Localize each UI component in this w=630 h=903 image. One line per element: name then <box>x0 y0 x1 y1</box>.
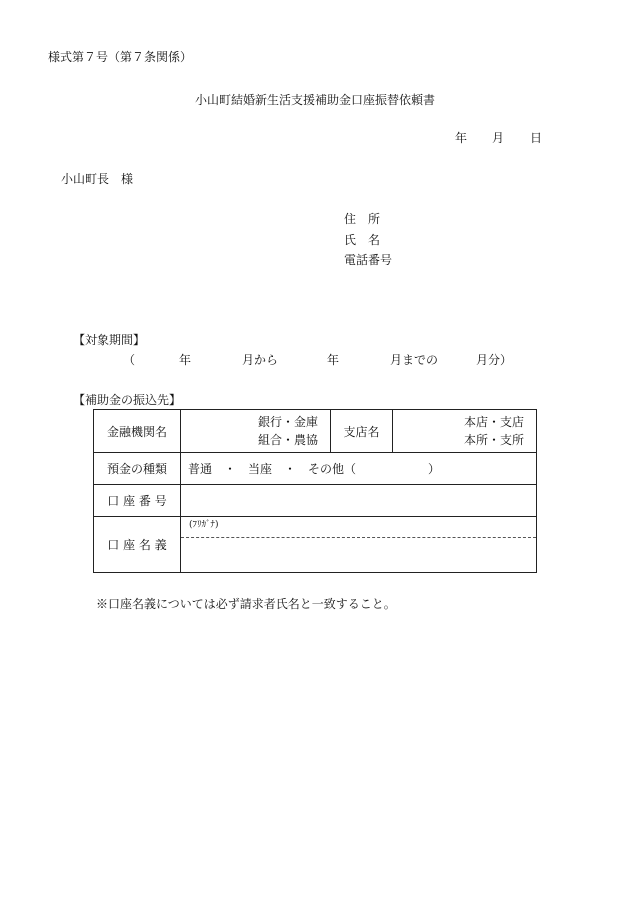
form-number: 様式第７号（第７条関係） <box>48 50 193 64</box>
branch-options-2: 本所・支所 <box>463 433 524 447</box>
phone-label: 電話番号 <box>344 253 393 267</box>
period-month-until: 月までの <box>390 353 439 367</box>
bank-options-1: 銀行・金庫 <box>257 415 318 429</box>
branch-label: 支店名 <box>331 410 393 453</box>
account-number-row <box>94 485 537 517</box>
transfer-heading: 【補助金の振込先】 <box>73 393 182 407</box>
addressee: 小山町長 様 <box>61 172 134 186</box>
name-label: 氏 名 <box>344 233 381 247</box>
account-table <box>93 409 537 573</box>
period-months-close: 月分） <box>476 353 513 367</box>
account-number-field[interactable] <box>181 485 537 517</box>
period-year-until: 年 <box>327 353 340 367</box>
account-number-label: 口 座 番 号 <box>94 485 181 517</box>
date-day-label: 日 <box>530 131 543 145</box>
date-month-label: 月 <box>492 131 505 145</box>
deposit-type-label: 預金の種類 <box>94 453 181 485</box>
furigana-label: (ﾌﾘｶﾞﾅ) <box>181 517 536 538</box>
period-month-from: 月から <box>242 353 279 367</box>
deposit-types-field[interactable]: 普通 ・ 当座 ・ その他（ ） <box>181 453 537 485</box>
account-name-note: ※口座名義については必ず請求者氏名と一致すること。 <box>96 597 396 611</box>
account-name-field[interactable] <box>181 517 537 573</box>
form-title: 小山町結婚新生活支援補助金口座振替依頼書 <box>194 93 435 107</box>
date-year-label: 年 <box>455 131 468 145</box>
account-name-label: 口 座 名 義 <box>94 517 181 573</box>
period-heading: 【対象期間】 <box>73 333 146 347</box>
account-name-row <box>94 517 537 573</box>
institution-row <box>94 410 537 453</box>
address-label: 住 所 <box>344 212 381 226</box>
period-year-from: 年 <box>179 353 192 367</box>
institution-label: 金融機関名 <box>94 410 181 453</box>
bank-options-2: 組合・農協 <box>257 433 318 447</box>
branch-field[interactable] <box>393 410 537 453</box>
deposit-type-row <box>94 453 537 485</box>
period-open-paren: （ <box>123 353 136 367</box>
institution-field[interactable] <box>181 410 331 453</box>
branch-options-1: 本店・支店 <box>463 415 524 429</box>
